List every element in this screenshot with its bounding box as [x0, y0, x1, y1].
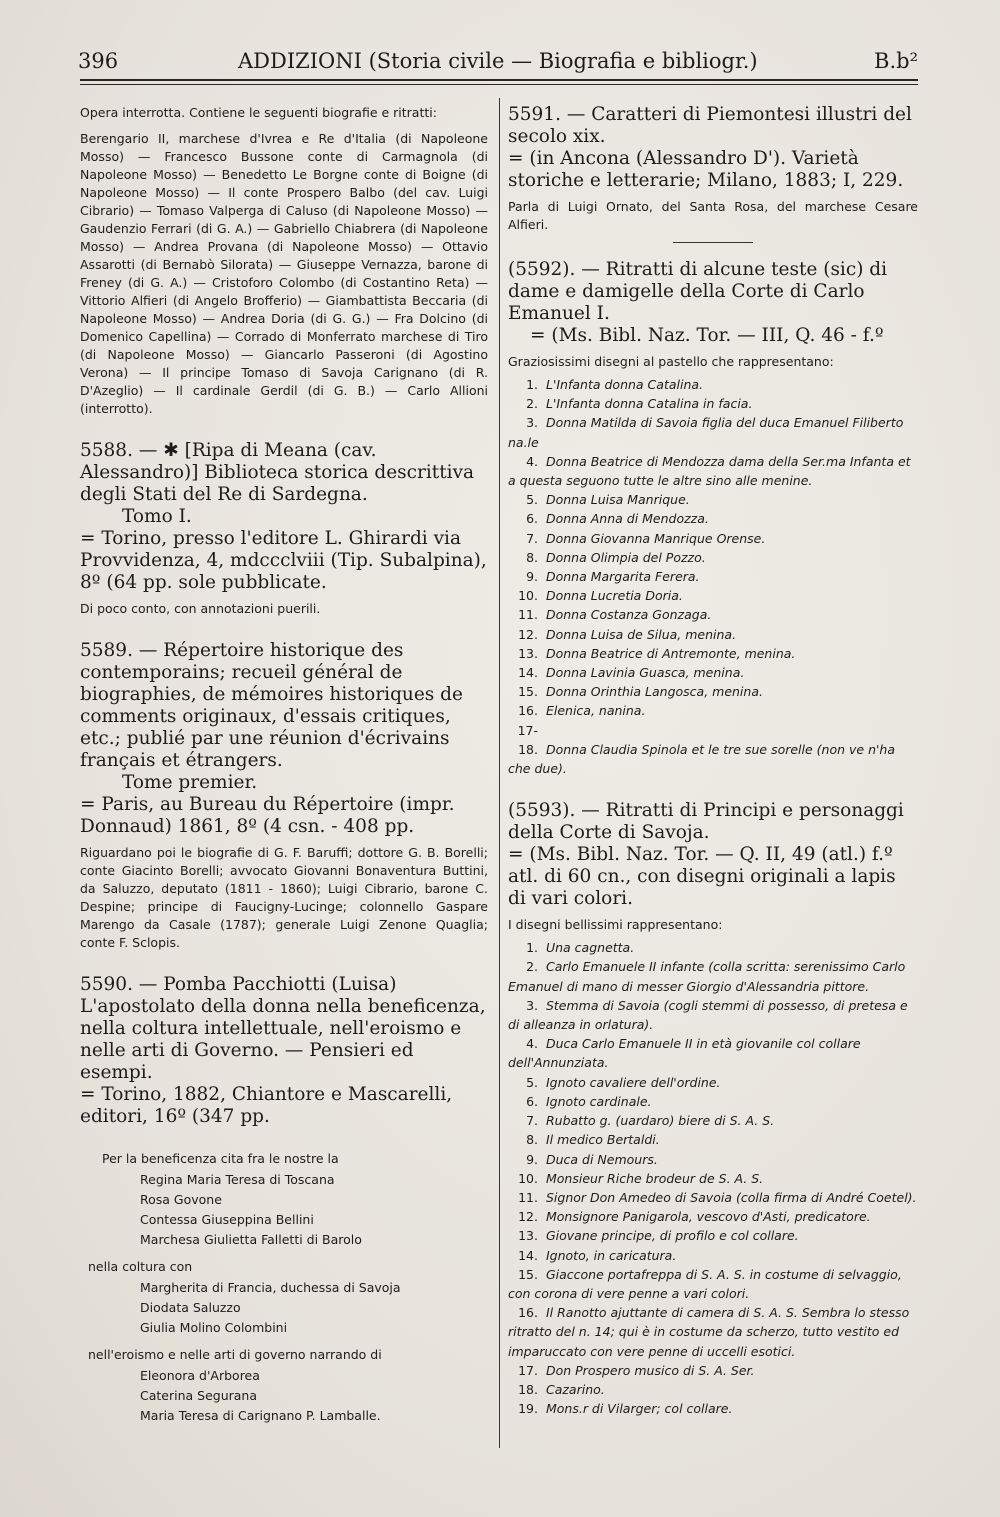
item-number: 10. — [518, 1170, 538, 1186]
signature-mark: B.b² — [874, 49, 918, 73]
item-number: 2. — [526, 959, 538, 975]
list-item — [508, 548, 918, 567]
list-item — [508, 413, 918, 451]
item-number: 12. — [518, 1209, 538, 1225]
item-number: 8. — [526, 549, 538, 565]
item-text: Il medico Bertaldi. — [542, 1132, 660, 1148]
item-text: Don Prospero musico di S. A. Ser. — [542, 1362, 755, 1378]
item-text: Donna Costanza Gonzaga. — [542, 607, 712, 623]
item-text: Donna Claudia Spinola et le tre sue sorelle (non ve n'ha che due). — [508, 741, 896, 777]
item-number: 14. — [518, 1247, 538, 1263]
list-item — [508, 394, 918, 413]
item-text: Cazarino. — [542, 1381, 605, 1397]
item-text: L'Infanta donna Catalina. — [542, 377, 704, 392]
item-text: Ignoto cavaliere dell'ordine. — [542, 1074, 721, 1090]
list-item — [508, 1361, 918, 1380]
section-rule — [673, 242, 753, 243]
portrait-list-5593 — [508, 938, 918, 1418]
item-text: Donna Orinthia Langosca, menina. — [542, 684, 763, 700]
list-item — [508, 375, 918, 394]
list-item — [508, 625, 918, 644]
item-number: 5. — [526, 492, 538, 508]
list-item: Giulia Molino Colombini — [140, 1320, 288, 1335]
item-number: 16. — [518, 703, 538, 719]
column-divider — [499, 98, 500, 1448]
entry-heading: (5593). — Ritratti di Principi e personaggi della Corte di Savoja. — [508, 800, 904, 844]
entry-imprint: = Paris, au Bureau du Répertoire (impr. Donnaud) 1861, 8º (4 csn. - 408 pp. — [80, 794, 455, 837]
item-number: 4. — [526, 453, 538, 469]
item-text: Rubatto g. (uardaro) biere di S. A. S. — [542, 1113, 775, 1129]
running-title: ADDIZIONI (Storia civile — Biografia e bibliogr.) — [238, 49, 758, 73]
item-text: Ignoto, in caricatura. — [542, 1247, 677, 1263]
list-item — [508, 938, 918, 957]
item-text: Donna Luisa Manrique. — [542, 492, 690, 508]
list-item: Caterina Segurana — [140, 1388, 258, 1403]
list-item — [508, 605, 918, 624]
item-number: 1. — [526, 940, 538, 956]
item-text: Donna Beatrice di Antremonte, menina. — [542, 645, 796, 661]
item-number: 17. — [518, 1362, 538, 1378]
entry-note: Berengario II, marchese d'Ivrea e Re d'Italia (di Napoleone Mosso) — Francesco Bussone conte di Carmagnola (di Napoleone Mosso) — Benedetto Le Borgne conte di Boigne (di Napoleone Mosso) — Il conte Prospero Balbo (del cav. Luigi Cibrario) — Tomaso Valperga di Caluso (di Napoleone Mosso) — Gaudenzio Ferrari (di G. A.) — Gabriello Chiabrera (di Napoleone Mosso) — Andrea Provana (di Napoleone Mosso) — Ottavio Assarotti (di Bernabò Silorata) — Giuseppe Vernazza, barone di Freney (di G. A.) — Cristoforo Colombo (di Costantino Reta) — Vittorio Alfieri (di Angelo Brofferio) — Giambattista Beccaria (di Napoleone Mosso) — Andrea Doria (di G. G.) — Fra Dolcino (di Domenico Capellina) — Corrado di Monferrato marchese di Tiro (di Napoleone Mosso) — Giancarlo Passeroni (di Agostino Verona) — Il principe Tomaso di Savoja Carignano (di R. D'Azeglio) — Il cardinale Gerdil (di G. B.) — Carlo Allioni (interrotto). — [80, 131, 488, 416]
entry-imprint: = Torino, presso l'editore L. Ghirardi via Provvidenza, 4, mdccclviii (Tip. Subalpina), 8º (64 pp. sole pubblicate. — [80, 528, 487, 593]
list-item: Marchesa Giulietta Falletti di Barolo — [140, 1232, 362, 1247]
item-text: Una cagnetta. — [542, 940, 635, 956]
item-text: Stemma di Savoia (cogli stemmi di possesso, di pretesa e di alleanza in orlatura). — [508, 997, 908, 1033]
list-item — [508, 1150, 918, 1169]
list-item — [508, 1188, 918, 1207]
list-item — [508, 1092, 918, 1111]
list-item — [508, 1226, 918, 1245]
list-item — [508, 1111, 918, 1130]
item-text: Carlo Emanuele II infante (colla scritta: serenissimo Carlo Emanuel di mano di messer Giorgio d'Alessandria pittore. — [508, 959, 906, 994]
item-number: 11. — [518, 1189, 538, 1205]
item-text: Duca di Nemours. — [542, 1151, 658, 1167]
list-intro: Graziosissimi disegni al pastello che rappresentano: — [508, 354, 834, 369]
list-item: Margherita di Francia, duchessa di Savoja — [140, 1280, 401, 1295]
left-column — [80, 104, 488, 1434]
item-number: 5. — [526, 1074, 538, 1090]
list-item — [508, 1169, 918, 1188]
list-item: Contessa Giuseppina Bellini — [140, 1212, 314, 1227]
list-item — [508, 586, 918, 605]
entry-tome: Tome premier. — [122, 772, 258, 793]
list-item — [508, 1399, 918, 1418]
item-text: Donna Matilda di Savoia figlia del duca Emanuel Filiberto na.le — [508, 415, 904, 450]
item-number: 3. — [526, 997, 538, 1013]
list-item: Diodata Saluzzo — [140, 1300, 241, 1315]
item-number: 9. — [526, 569, 538, 585]
entry-heading: 5590. — Pomba Pacchiotti (Luisa) L'apostolato della donna nella beneficenza, nella coltura intellettuale, nell'eroismo e nelle arti di Governo. — Pensieri ed esempi. — [80, 974, 486, 1083]
list-item — [508, 490, 918, 509]
list-intro: I disegni bellissimi rappresentano: — [508, 917, 723, 933]
list-item — [508, 721, 918, 779]
entry-imprint: = (Ms. Bibl. Naz. Tor. — III, Q. 46 - f.º — [530, 325, 884, 346]
item-number: 6. — [526, 511, 538, 527]
entry-note: Parla di Luigi Ornato, del Santa Rosa, del marchese Cesare Alfieri. — [508, 199, 918, 232]
item-number: 16. — [518, 1305, 538, 1321]
item-number: 1. — [526, 377, 538, 392]
list-item — [508, 701, 918, 720]
list-item — [508, 1265, 918, 1303]
item-text: Signor Don Amedeo di Savoia (colla firma di André Coetel). — [542, 1189, 917, 1205]
item-text: Donna Luisa de Silua, menina. — [542, 626, 737, 642]
page-number: 396 — [78, 49, 119, 73]
list-item — [508, 682, 918, 701]
item-number: 11. — [518, 607, 538, 623]
item-text: Giovane principe, di profilo e col collare. — [542, 1228, 799, 1244]
list-item: Regina Maria Teresa di Toscana — [140, 1172, 335, 1187]
list-item — [508, 1246, 918, 1265]
item-text: Monsieur Riche brodeur de S. A. S. — [542, 1170, 764, 1186]
list-item — [508, 957, 918, 995]
item-number: 18. — [518, 1381, 538, 1397]
list-item — [508, 529, 918, 548]
item-number: 12. — [518, 626, 538, 642]
item-text: Donna Olimpia del Pozzo. — [542, 549, 706, 565]
list-item — [508, 1380, 918, 1399]
item-number: 13. — [518, 1228, 538, 1244]
entry-note: Opera interrotta. Contiene le seguenti biografie e ritratti: — [80, 105, 437, 120]
entry-imprint: = (Ms. Bibl. Naz. Tor. — Q. II, 49 (atl.) f.º atl. di 60 cn., con disegni originali a lapis di vari colori. — [508, 844, 896, 910]
item-text: Giaccone portafreppa di S. A. S. in costume di selvaggio, con corona di vere penne a vari colori. — [508, 1266, 902, 1301]
item-text: Donna Margarita Ferera. — [542, 569, 700, 585]
item-number: 19. — [518, 1401, 538, 1417]
item-number: 4. — [526, 1036, 538, 1052]
item-number: 10. — [518, 588, 538, 604]
header-rule-thin — [80, 84, 918, 85]
item-number: 2. — [526, 396, 538, 412]
entry-note: Di poco conto, con annotazioni puerili. — [80, 601, 321, 616]
item-text: Il Ranotto ajuttante di camera di S. A. S. Sembra lo stesso ritratto del n. 14; qui è in costume da scherzo, tutto vestito ed imparuccato con vere penne di uccelli esotici. — [508, 1305, 910, 1359]
entry-note: Riguardano poi le biografie di G. F. Baruffi; dottore G. B. Borelli; conte Giacinto Borelli; avvocato Giovanni Bonaventura Buttini, da Saluzzo, deputato (1811 - 1860); Luigi Cibrario, barone C. Despine; principe di Faucigny-Lucinge; colonnello Gaspare Marengo da Casale (1787); generale Luigi Zenone Quaglia; conte F. Sclopis. — [80, 845, 488, 950]
list-item — [508, 509, 918, 528]
name-list-coltura — [80, 1278, 488, 1338]
list-item: Rosa Govone — [140, 1192, 222, 1207]
item-number: 15. — [518, 684, 538, 700]
item-number: 7. — [526, 1113, 538, 1129]
item-text: Monsignore Panigarola, vescovo d'Asti, predicatore. — [542, 1209, 871, 1225]
item-text: Donna Lucretia Doria. — [542, 588, 683, 604]
item-number: 3. — [526, 415, 538, 431]
item-text: Donna Anna di Mendozza. — [542, 511, 709, 527]
list-item: Eleonora d'Arborea — [140, 1368, 260, 1383]
header-rule-thick — [80, 79, 918, 81]
item-number: 7. — [526, 530, 538, 546]
item-text: Ignoto cardinale. — [542, 1093, 652, 1109]
list-item — [508, 1130, 918, 1149]
portrait-list-5592 — [508, 375, 918, 778]
item-text: Donna Giovanna Manrique Orense. — [542, 530, 766, 546]
item-number: 9. — [526, 1151, 538, 1167]
list-intro: nella coltura con — [88, 1259, 193, 1274]
name-list-eroismo — [80, 1366, 488, 1426]
list-item — [508, 1073, 918, 1092]
entry-heading: 5591. — Caratteri di Piemontesi illustri del secolo xix. — [508, 104, 912, 147]
entry-tome: Tomo I. — [122, 506, 192, 527]
item-text: Mons.r di Vilarger; col collare. — [542, 1401, 733, 1417]
entry-imprint: = (in Ancona (Alessandro D'). Varietà storiche e letterarie; Milano, 1883; I, 229. — [508, 148, 904, 191]
item-number: 14. — [518, 665, 538, 681]
item-text: L'Infanta donna Catalina in facia. — [542, 396, 753, 412]
list-intro: nell'eroismo e nelle arti di governo narrando di — [88, 1347, 382, 1362]
item-text: Duca Carlo Emanuele II in età giovanile col collare dell'Annunziata. — [508, 1036, 861, 1071]
item-text: Donna Lavinia Guasca, menina. — [542, 665, 745, 681]
entry-imprint: = Torino, 1882, Chiantore e Mascarelli, editori, 16º (347 pp. — [80, 1084, 453, 1127]
list-item — [508, 1207, 918, 1226]
list-item — [508, 452, 918, 490]
list-item — [508, 567, 918, 586]
item-text: Elenica, nanina. — [542, 703, 646, 719]
name-list-beneficenza — [80, 1170, 488, 1250]
entry-heading: 5589. — Répertoire historique des contemporains; recueil général de biographies, de mémoires historiques de comments originaux, d'essais critiques, etc.; publié par une réunion d'écrivains français et étrangers. — [80, 640, 463, 771]
entry-heading: (5592). — Ritratti di alcune teste (sic) di dame e damigelle della Corte di Carlo Emanuel I. — [508, 259, 888, 324]
item-number: 8. — [526, 1132, 538, 1148]
list-item — [508, 1034, 918, 1072]
right-column — [508, 104, 918, 1418]
item-number: 6. — [526, 1093, 538, 1109]
list-item — [508, 1303, 918, 1361]
item-number: 13. — [518, 645, 538, 661]
item-number: 15. — [518, 1266, 538, 1282]
item-text: Donna Beatrice di Mendozza dama della Ser.ma Infanta et a questa seguono tutte le altre sino alle menine. — [508, 453, 911, 489]
list-intro: Per la beneficenza cita fra le nostre la — [102, 1151, 339, 1166]
entry-heading: 5588. — ✱ [Ripa di Meana (cav. Alessandro)] Biblioteca storica descrittiva degli Stati del Re di Sardegna. — [80, 440, 475, 505]
list-item — [508, 644, 918, 663]
item-number: 17-18. — [517, 722, 538, 757]
running-header — [78, 44, 918, 78]
list-item — [508, 996, 918, 1034]
list-item: Maria Teresa di Carignano P. Lamballe. — [140, 1408, 381, 1423]
list-item — [508, 663, 918, 682]
